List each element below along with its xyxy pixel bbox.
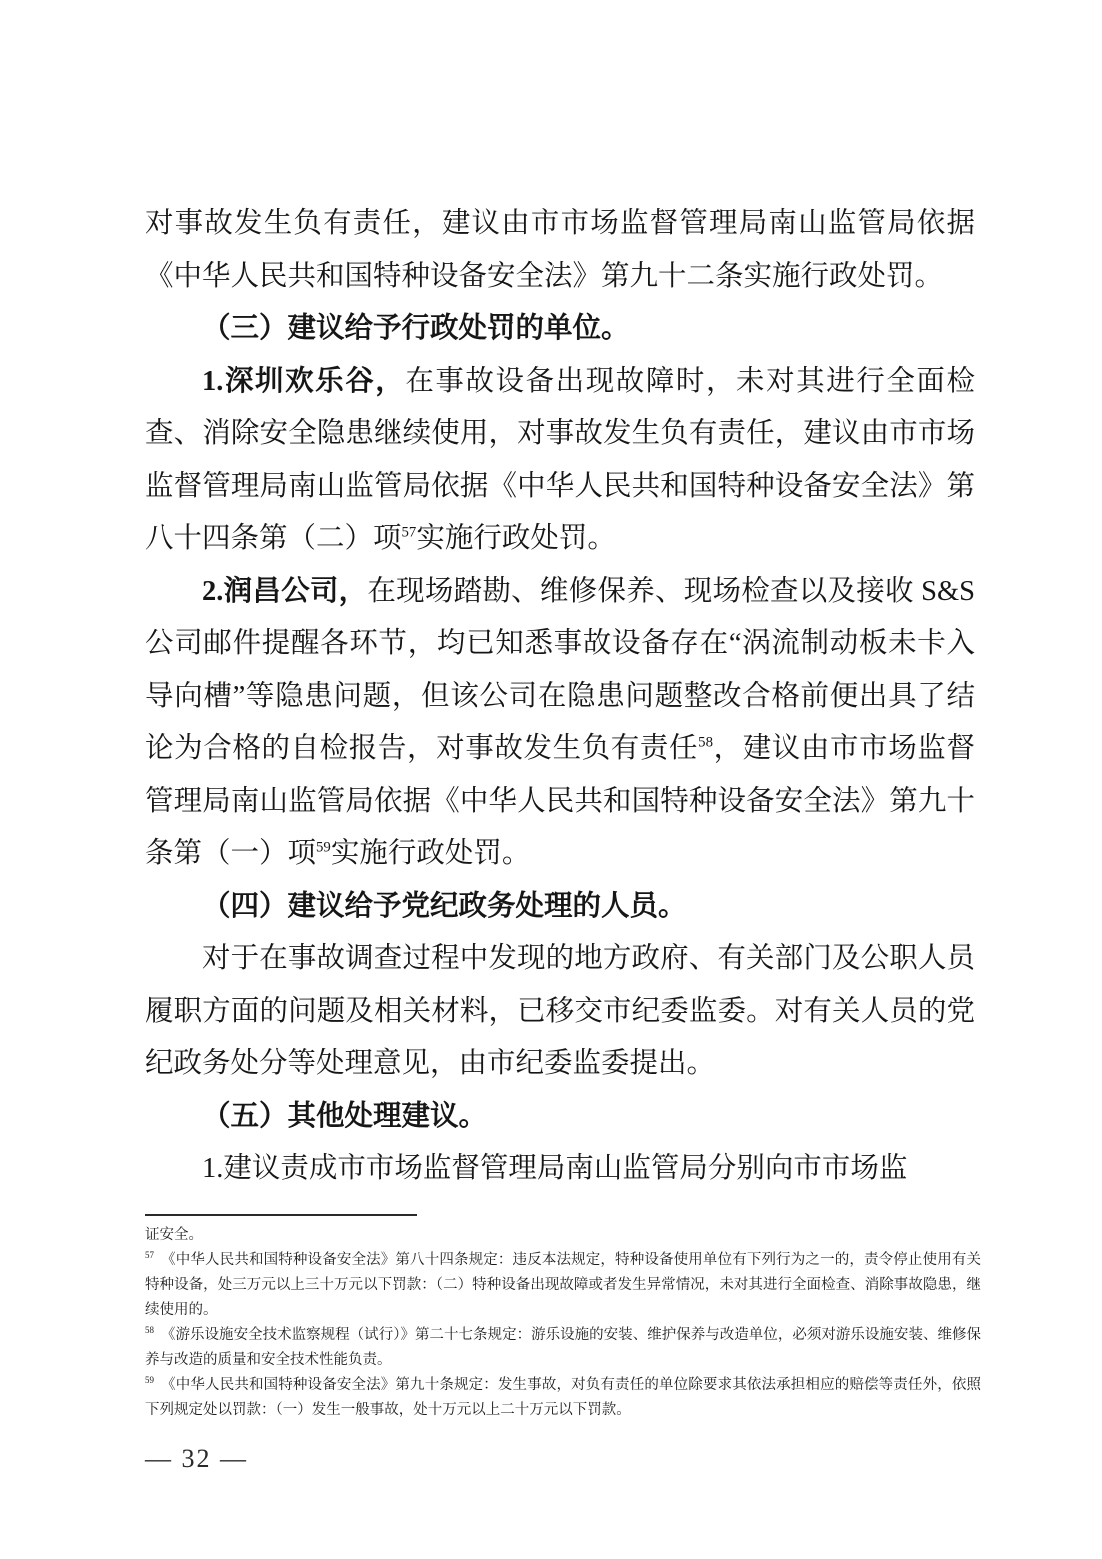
item-2-text-a: 在现场踏勘、维修保养、现场检查以及接收 S&S 公司邮件提醒各环节，均已知悉事故设备存在“涡流制动板未卡入导向槽”等隐患问题，但该公司在隐患问题整改合格前便出具了结论为合格的自检报告，对事故发生负有责任	[145, 575, 975, 764]
footnote-58-text: 《游乐设施安全技术监察规程（试行）》第二十七条规定：游乐设施的安装、维护保养与改造单位，必须对游乐设施安装、维修保养与改造的质量和安全技术性能负责。	[145, 1327, 981, 1368]
footnote-59-marker: 59	[145, 1375, 154, 1386]
footnote-separator	[145, 1214, 417, 1216]
paragraph-item-1	[145, 356, 975, 566]
paragraph-4: 对于在事故调查过程中发现的地方政府、有关部门及公职人员履职方面的问题及相关材料，已移交市纪委监委。对有关人员的党纪政务处分等处理意见，由市纪委监委提出。	[145, 943, 975, 1079]
footnote-continuation: 证安全。	[145, 1227, 203, 1243]
item-2-lead: 2.润昌公司，	[202, 575, 368, 607]
document-body	[145, 198, 975, 1196]
paragraph-5: 1.建议责成市市场监督管理局南山监管局分别向市市场监	[202, 1153, 908, 1184]
footnote-57-marker: 57	[145, 1250, 154, 1261]
footnote-58	[145, 1323, 981, 1373]
paragraph-item-2	[145, 566, 975, 881]
footnote-57	[145, 1248, 981, 1323]
item-1-tail: 实施行政处罚。	[416, 523, 616, 554]
footnote-ref-57: 57	[401, 524, 417, 541]
item-1-text: 在事故设备出现故障时，未对其进行全面检查、消除安全隐患继续使用，对事故发生负有责任，建议由市市场监督管理局南山监管局依据《中华人民共和国特种设备安全法》第八十四条第（二）项	[145, 365, 975, 554]
footnote-59	[145, 1373, 981, 1423]
section-heading-3: （三）建议给予行政处罚的单位。	[202, 313, 630, 344]
page-number: — 32 —	[145, 1444, 248, 1473]
page-footer	[145, 1442, 248, 1476]
footnote-ref-59: 59	[316, 839, 331, 856]
footnote-ref-58: 58	[698, 734, 713, 751]
footnote-58-marker: 58	[145, 1325, 154, 1336]
paragraph-continuation: 对事故发生负有责任，建议由市市场监督管理局南山监管局依据《中华人民共和国特种设备安全法》第九十二条实施行政处罚。	[145, 208, 975, 292]
item-2-text-b: ，建议由市市场监督管理局南山监管局依据《中华人民共和国特种设备安全法》第九十条第（一）项	[145, 733, 975, 869]
section-heading-5: （五）其他处理建议。	[202, 1100, 488, 1132]
item-1-lead: 1.深圳欢乐谷，	[202, 365, 406, 397]
footnotes-section	[145, 1214, 981, 1423]
footnote-59-text: 《中华人民共和国特种设备安全法》第九十条规定：发生事故，对负有责任的单位除要求其依法承担相应的赔偿等责任外，依照下列规定处以罚款：（一）发生一般事故，处十万元以上二十万元以下罚款。	[145, 1377, 981, 1418]
item-2-text-c: 实施行政处罚。	[330, 838, 531, 869]
footnote-57-text: 《中华人民共和国特种设备安全法》第八十四条规定：违反本法规定，特种设备使用单位有下列行为之一的，责令停止使用有关特种设备，处三万元以上三十万元以下罚款：（二）特种设备出现故障或者发生异常情况，未对其进行全面检查、消除事故隐患，继续使用的。	[145, 1252, 981, 1318]
section-heading-4: （四）建议给予党纪政务处理的人员。	[202, 890, 687, 922]
